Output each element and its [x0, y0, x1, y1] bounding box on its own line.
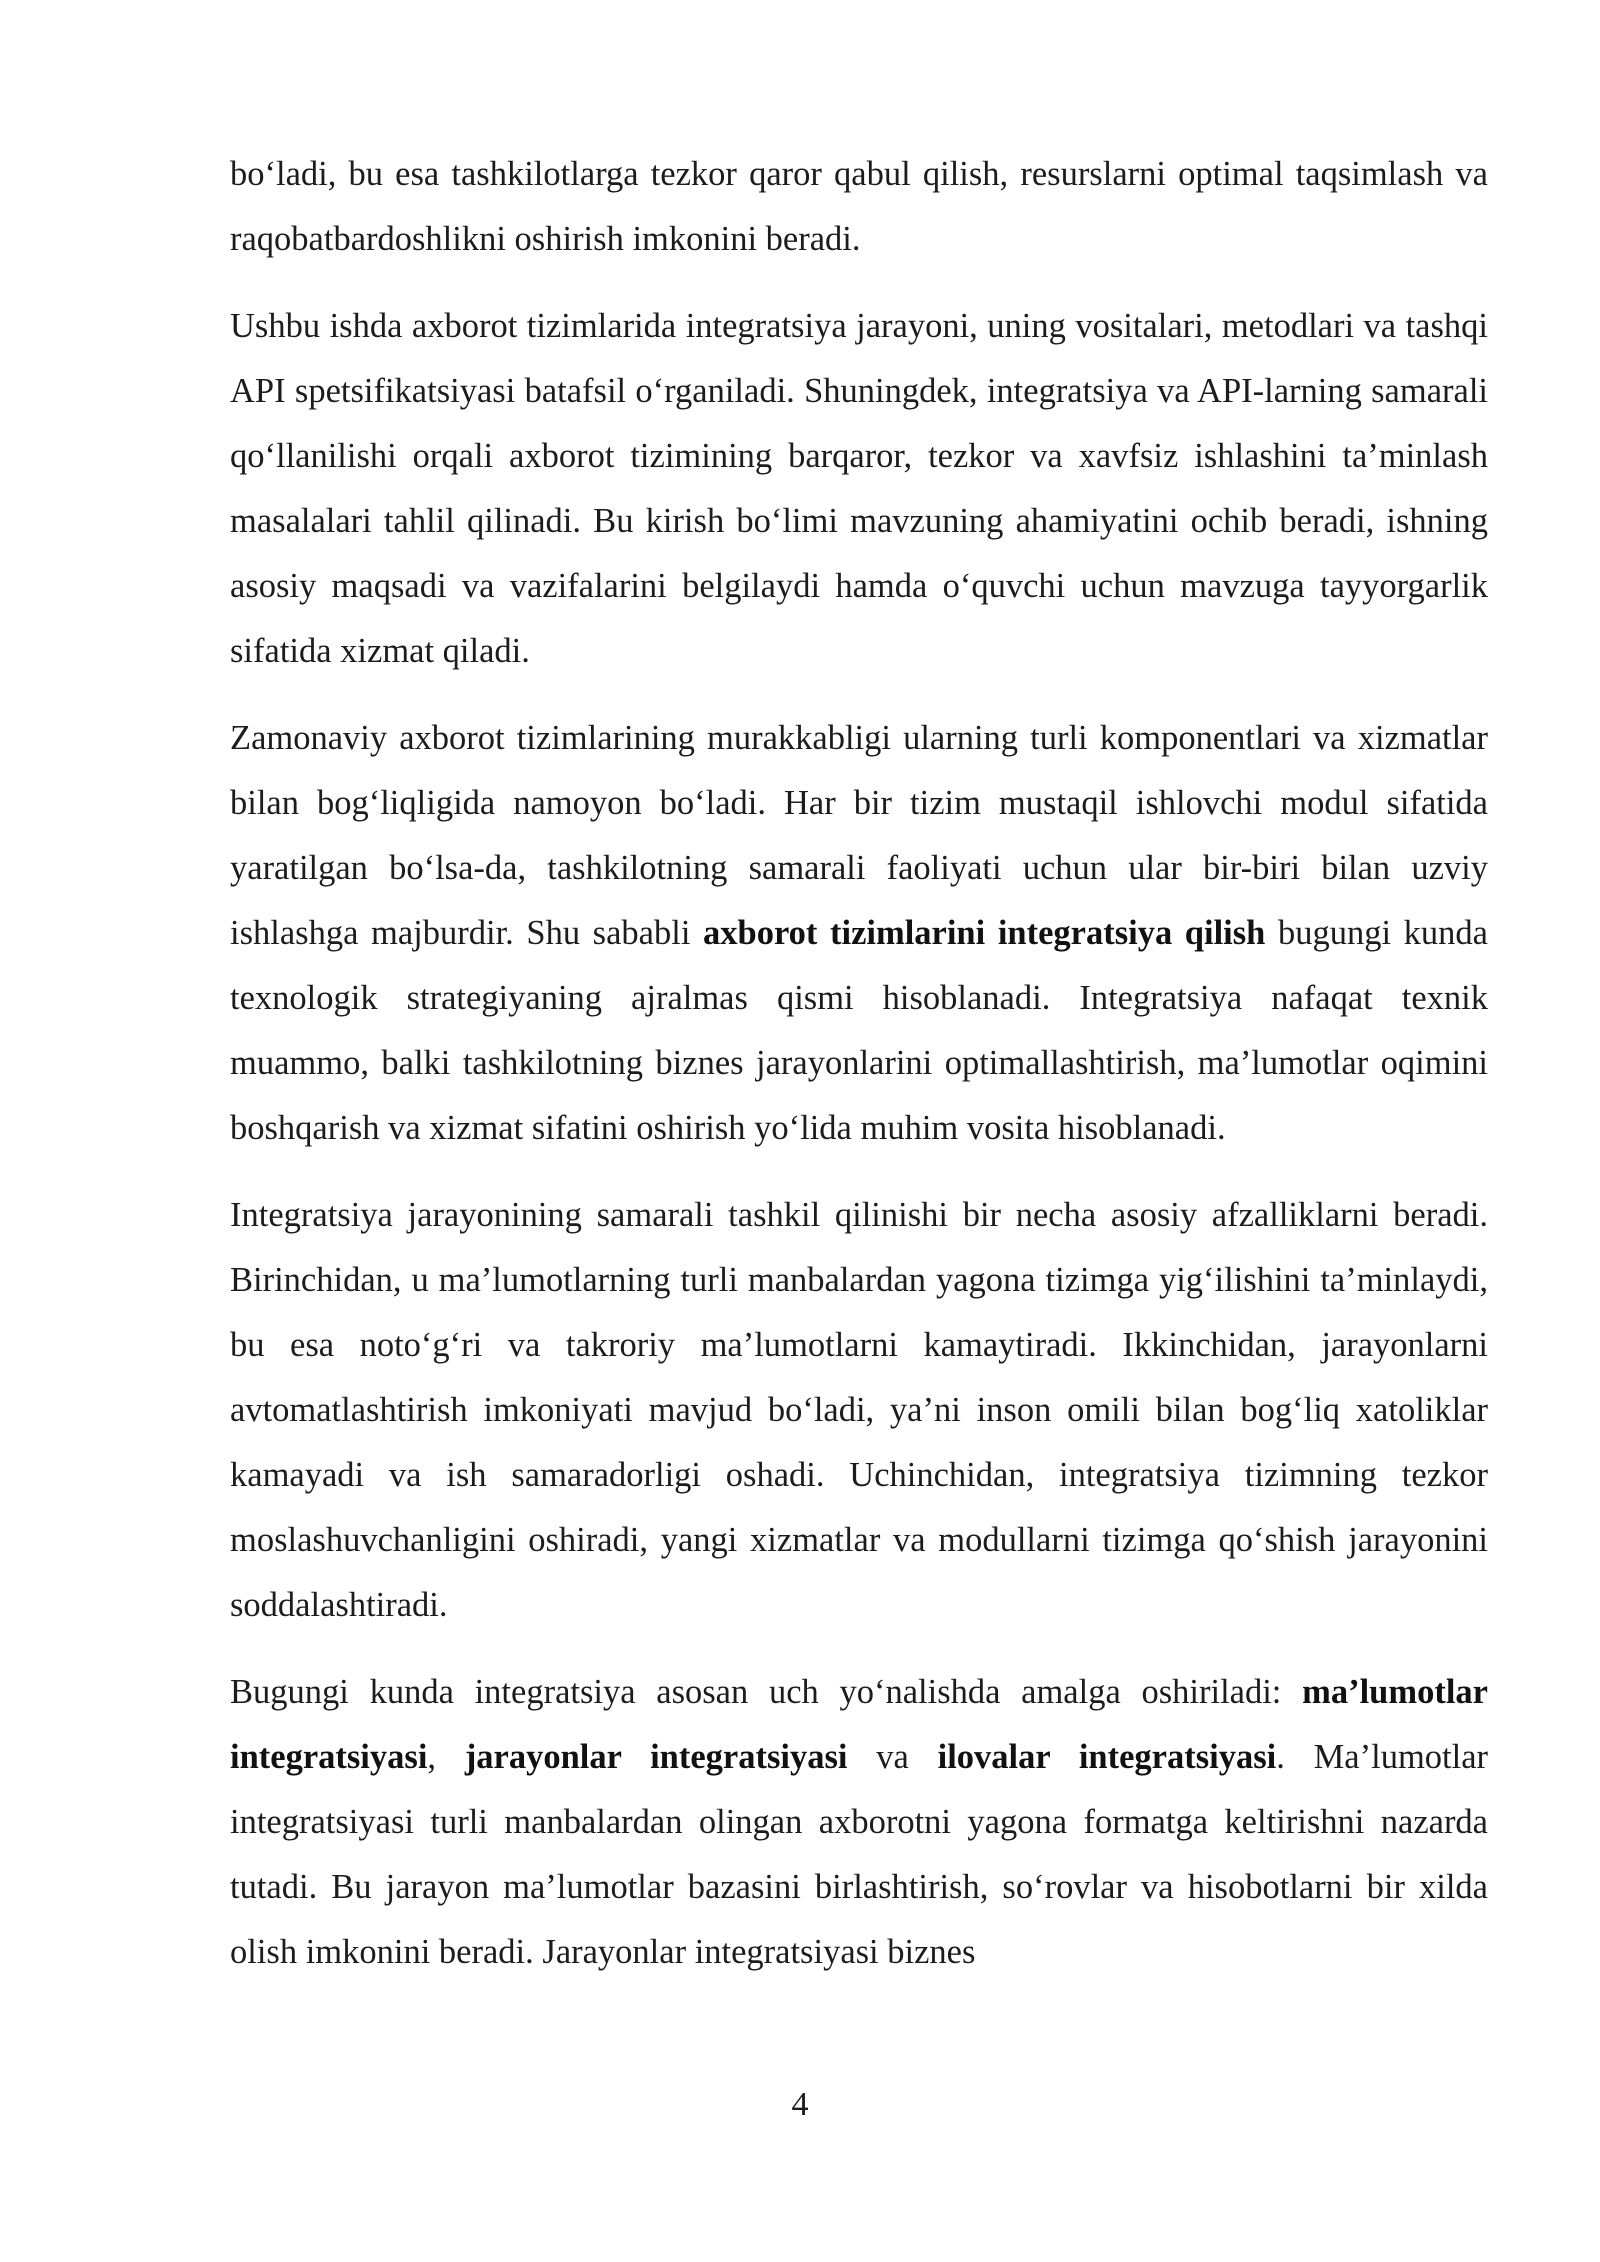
paragraph-text: Ushbu ishda axborot tizimlarida integratsiya jarayoni, uning vositalari, metodlari va tashqi API spetsifikatsiyasi batafsil o‘rganiladi. Shuningdek, integratsiya va API-larning samarali qo‘llanilishi orqali axborot tizimining barqaror, tezkor va xavfsiz ishlashini ta’minlash masalalari tahlil qilinadi. Bu kirish bo‘limi mavzuning ahamiyatini ochib beradi, ishning asosiy maqsadi va vazifalarini belgilaydi hamda o‘quvchi uchun mavzuga tayyorgarlik sifatida xizmat qiladi. [230, 307, 1488, 670]
paragraph-4 [230, 1183, 1488, 1638]
paragraph-text: . Ma’lumotlar integratsiyasi turli manbalardan olingan axborotni yagona formatga keltirishni nazarda tutadi. Bu jarayon ma’lumotlar bazasini birlashtirish, so‘rovlar va hisobotlarni bir xilda olish imkonini beradi. Jarayonlar integratsiyasi biznes [230, 1738, 1489, 1971]
paragraph-text: va [847, 1738, 938, 1776]
page-number: 4 [791, 2086, 809, 2123]
bold-term: jarayonlar integratsiyasi [464, 1738, 848, 1776]
paragraph-text: bo‘ladi, bu esa tashkilotlarga tezkor qaror qabul qilish, resurslarni optimal taqsimlash va raqobatbardoshlikni oshirish imkonini beradi. [230, 155, 1488, 258]
paragraph-text: bugungi kunda texnologik strategiyaning ajralmas qismi hisoblanadi. Integratsiya nafaqat texnik muammo, balki tashkilotning biznes jarayonlarini optimallashtirish, ma’lumotlar oqimini boshqarish va xizmat sifatini oshirish yo‘lida muhim vosita hisoblanadi. [230, 914, 1488, 1147]
body-text [230, 142, 1488, 2007]
paragraph-2 [230, 294, 1488, 684]
bold-term: ma’lumotlar integratsiyasi [230, 1673, 1488, 1776]
bold-term: axborot tizimlarini integratsiya qilish [703, 914, 1266, 952]
bold-term: ilovalar integratsiyasi [937, 1738, 1277, 1776]
paragraph-text: Bugungi kunda integratsiya asosan uch yo‘nalishda amalga oshiriladi: [230, 1673, 1303, 1711]
paragraph-5 [230, 1660, 1488, 1985]
paragraph-text: , [427, 1738, 465, 1776]
paragraph-text: Integratsiya jarayonining samarali tashkil qilinishi bir necha asosiy afzalliklarni beradi. Birinchidan, u ma’lumotlarning turli manbalardan yagona tizimga yig‘ilishini ta’minlaydi, bu esa noto‘g‘ri va takroriy ma’lumotlarni kamaytiradi. Ikkinchidan, jarayonlarni avtomatlashtirish imkoniyati mavjud bo‘ladi, ya’ni inson omili bilan bog‘liq xatoliklar kamayadi va ish samaradorligi oshadi. Uchinchidan, integratsiya tizimning tezkor moslashuvchanligini oshiradi, yangi xizmatlar va modullarni tizimga qo‘shish jarayonini soddalashtiradi. [230, 1196, 1488, 1624]
paragraph-text: Zamonaviy axborot tizimlarining murakkabligi ularning turli komponentlari va xizmatlar bilan bog‘liqligida namoyon bo‘ladi. Har bir tizim mustaqil ishlovchi modul sifatida yaratilgan bo‘lsa-da, tashkilotning samarali faoliyati uchun ular bir-biri bilan uzviy ishlashga majburdir. Shu sababli [230, 719, 1488, 952]
paragraph-1 [230, 142, 1488, 272]
paragraph-3 [230, 706, 1488, 1161]
